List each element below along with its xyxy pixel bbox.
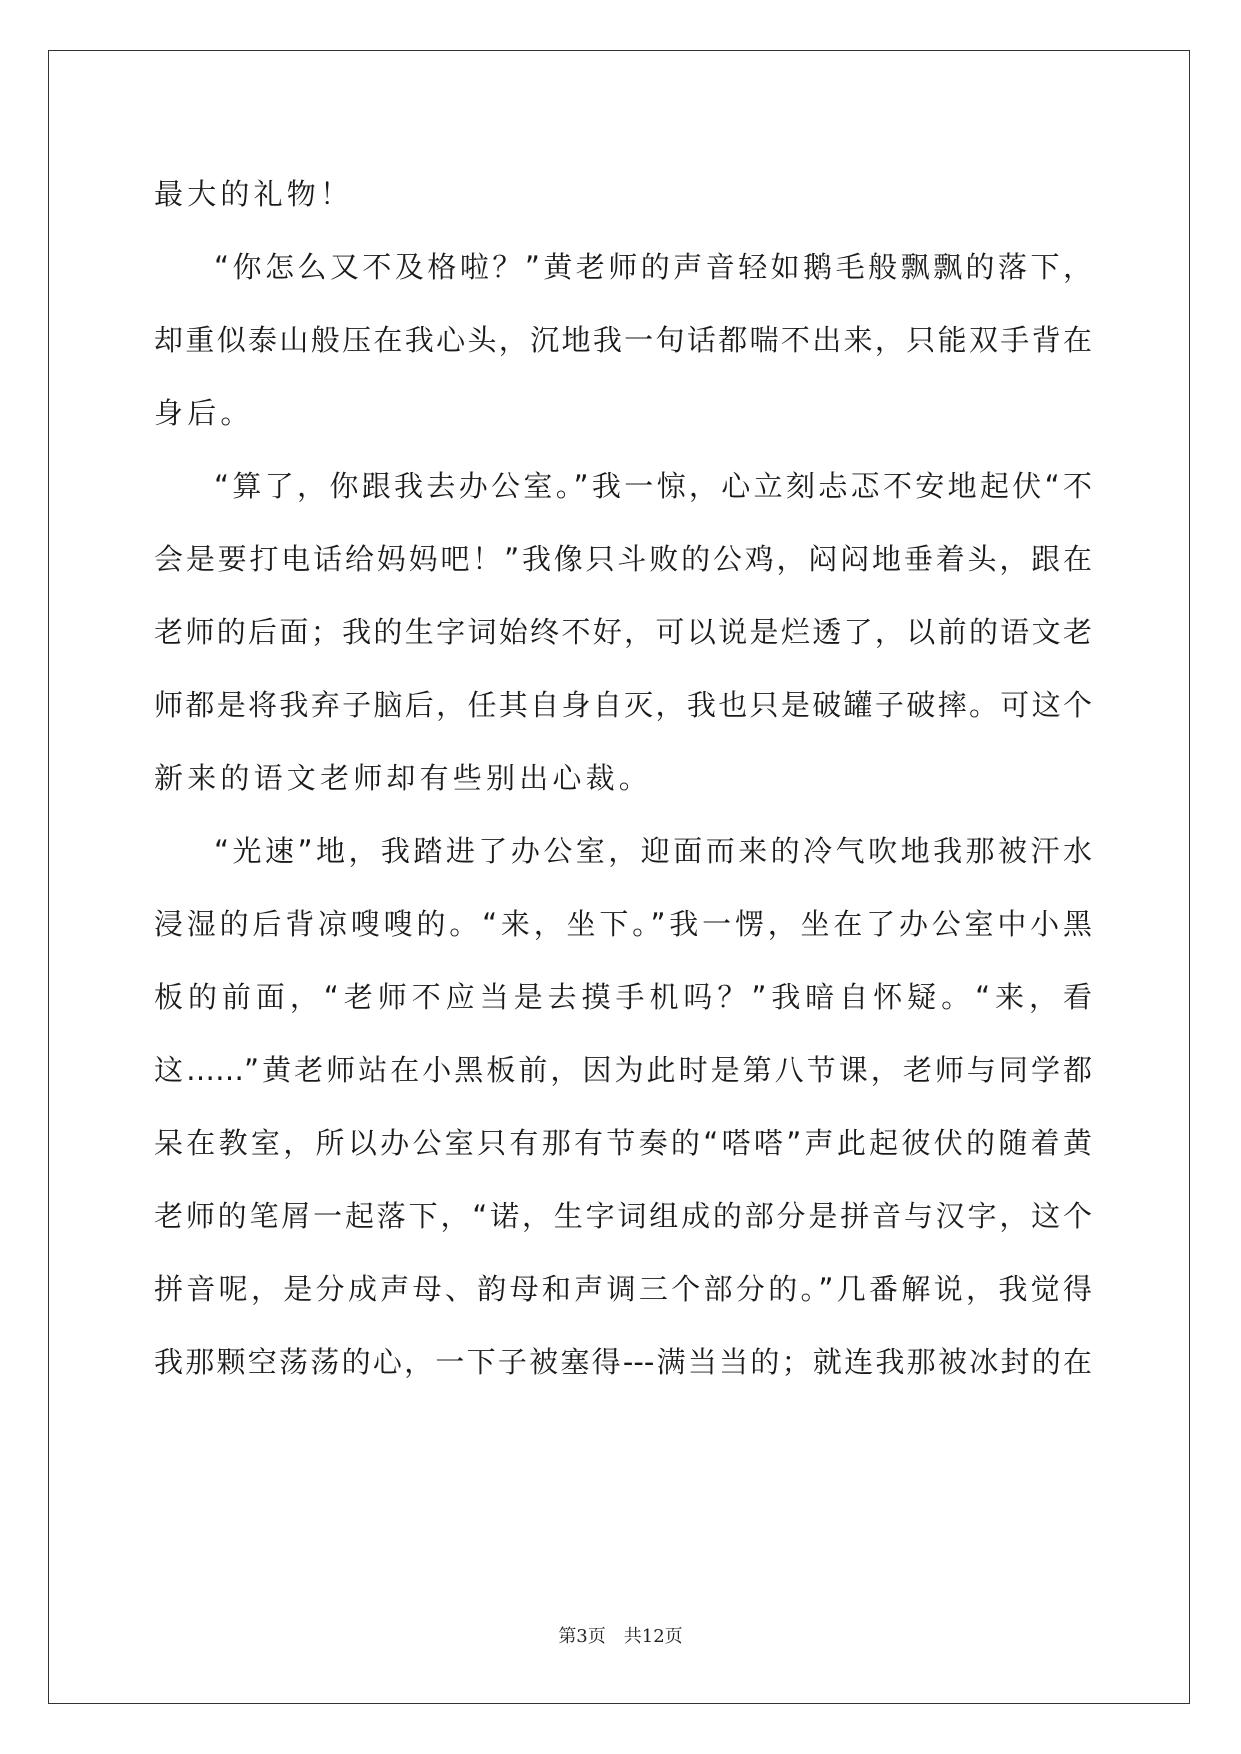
text-line: 这……”黄老师站在小黑板前，因为此时是第八节课，老师与同学都: [154, 1053, 1092, 1087]
text-line: “你怎么又不及格啦？”黄老师的声音轻如鹅毛般飘飘的落下，: [214, 250, 1092, 284]
text-line: 最大的礼物！: [154, 177, 354, 211]
text-line: 却重似泰山般压在我心头，沉地我一句话都喘不出来，只能双手背在: [154, 323, 1092, 357]
text-line: 呆在教室，所以办公室只有那有节奏的“嗒嗒”声此起彼伏的随着黄: [154, 1126, 1092, 1160]
text-line: 老师的后面；我的生字词始终不好，可以说是烂透了，以前的语文老: [154, 615, 1092, 649]
text-line: 身后。: [154, 396, 254, 430]
text-line: 拼音呢，是分成声母、韵母和声调三个部分的。”几番解说，我觉得: [154, 1272, 1092, 1306]
text-line: “算了，你跟我去办公室。”我一惊，心立刻忐忑不安地起伏“不: [214, 469, 1092, 503]
text-line: 新来的语文老师却有些别出心裁。: [154, 761, 653, 795]
text-line: 板的前面，“老师不应当是去摸手机吗？”我暗自怀疑。“来，看: [154, 980, 1092, 1014]
text-line: 师都是将我弃子脑后，任其自身自灭，我也只是破罐子破摔。可这个: [154, 688, 1092, 722]
page-footer: [0, 1622, 1241, 1648]
page-total: 共12页: [623, 1626, 683, 1647]
document-body: [154, 158, 1092, 1399]
text-line: 浸湿的后背凉嗖嗖的。“来，坐下。”我一愣，坐在了办公室中小黑: [154, 907, 1092, 941]
text-line: 老师的笔屑一起落下，“诺，生字词组成的部分是拼音与汉字，这个: [154, 1199, 1092, 1233]
text-line: “光速”地，我踏进了办公室，迎面而来的冷气吹地我那被汗水: [214, 834, 1092, 868]
text-line: 我那颗空荡荡的心，一下子被塞得---满当当的；就连我那被冰封的在: [154, 1345, 1092, 1379]
text-line: 会是要打电话给妈妈吧！”我像只斗败的公鸡，闷闷地垂着头，跟在: [154, 542, 1092, 576]
page-number: 第3页: [558, 1626, 606, 1647]
